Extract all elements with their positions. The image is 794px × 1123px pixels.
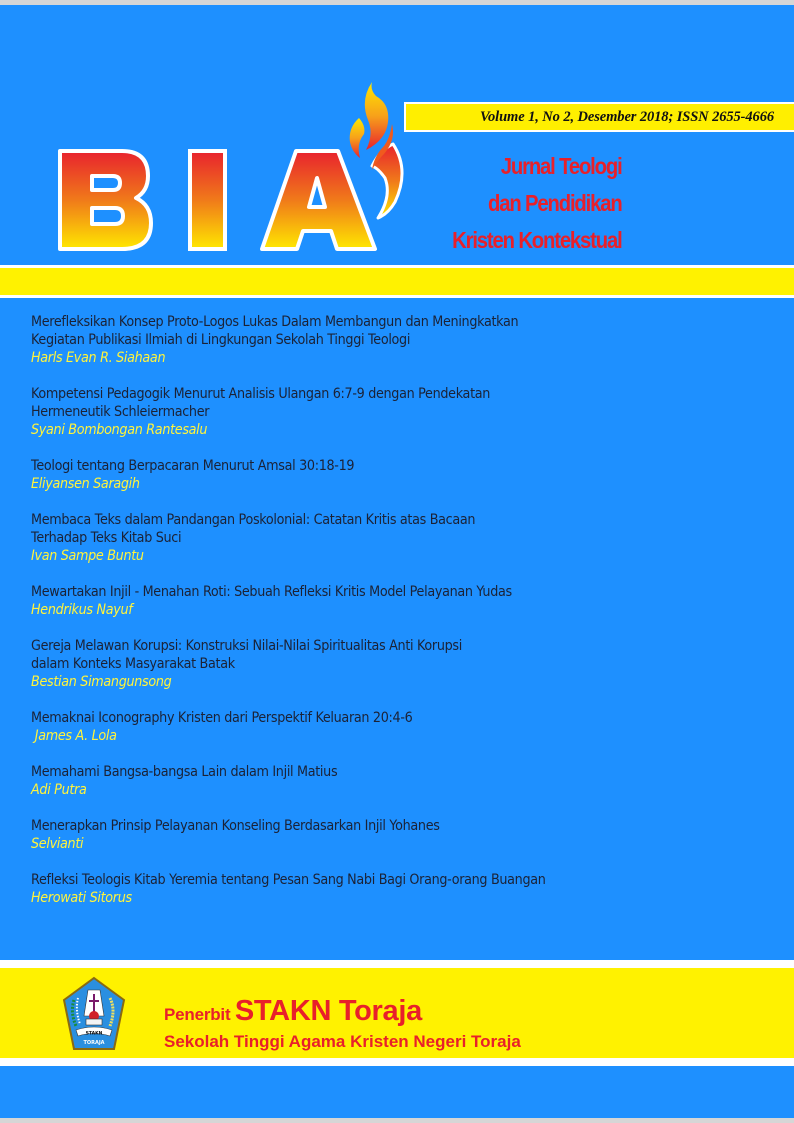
article-title: Membaca Teks dalam Pandangan Poskolonial: Catatan Kritis atas Bacaan (31, 512, 476, 528)
article-title: Teologi tentang Berpacaran Menurut Amsal 30:18-19 (31, 458, 355, 474)
journal-subtitle (453, 148, 622, 259)
article-author: Syani Bombongan Rantesalu (31, 422, 208, 438)
publisher-name: STAKN Toraja (234, 995, 422, 1027)
article-title: Kompetensi Pedagogik Menurut Analisis Ulangan 6:7-9 dengan Pendekatan (31, 386, 491, 402)
article-title: Menerapkan Prinsip Pelayanan Konseling Berdasarkan Injil Yohanes (31, 818, 440, 834)
article-title: dalam Konteks Masyarakat Batak (31, 656, 235, 672)
article-entry (31, 385, 751, 439)
article-entry (31, 871, 751, 907)
svg-text:STAKN: STAKN (85, 1031, 103, 1037)
article-author: Eliyansen Saragih (31, 476, 140, 492)
article-entry (31, 583, 751, 619)
bia-logo-icon (50, 75, 420, 260)
article-author: Adi Putra (31, 782, 87, 798)
divider-band (0, 268, 794, 295)
bottom-band (0, 1066, 794, 1118)
article-author: Selvianti (31, 836, 84, 852)
svg-text:TORAJA: TORAJA (83, 1040, 105, 1046)
article-author: Harls Evan R. Siahaan (31, 350, 166, 366)
article-entry (31, 637, 751, 691)
publisher-info (164, 996, 521, 1053)
article-title: Memahami Bangsa-bangsa Lain dalam Injil Matius (31, 764, 338, 780)
article-entry (31, 817, 751, 853)
stakn-toraja-emblem-icon (62, 976, 126, 1052)
article-entry (31, 763, 751, 799)
volume-info: Volume 1, No 2, Desember 2018; ISSN 2655-4666 (480, 108, 774, 125)
article-author: Hendrikus Nayuf (31, 602, 133, 618)
subtitle-line: Kristen Kontekstual (452, 227, 622, 253)
article-list (31, 313, 751, 925)
article-title: Hermeneutik Schleiermacher (31, 404, 210, 420)
article-title: Gereja Melawan Korupsi: Konstruksi Nilai-Nilai Spiritualitas Anti Korupsi (31, 638, 462, 654)
article-title: Kegiatan Publikasi Ilmiah di Lingkungan Sekolah Tinggi Teologi (31, 332, 411, 348)
article-author: James A. Lola (31, 728, 117, 744)
subtitle-line: dan Pendidikan (488, 190, 622, 216)
volume-banner (404, 102, 794, 132)
article-title: Memaknai Iconography Kristen dari Perspektif Keluaran 20:4-6 (31, 710, 413, 726)
article-entry (31, 457, 751, 493)
subtitle-line: Jurnal Teologi (501, 153, 622, 179)
article-title: Terhadap Teks Kitab Suci (31, 530, 182, 546)
article-title: Mewartakan Injil - Menahan Roti: Sebuah Refleksi Kritis Model Pelayanan Yudas (31, 584, 512, 600)
article-title: Merefleksikan Konsep Proto-Logos Lukas Dalam Membangun dan Meningkatkan (31, 314, 519, 330)
publisher-full-name: Sekolah Tinggi Agama Kristen Negeri Toraja (164, 1032, 521, 1051)
article-entry (31, 709, 751, 745)
article-entry (31, 511, 751, 565)
publisher-prefix: Penerbit (164, 1005, 231, 1024)
article-author: Bestian Simangunsong (31, 674, 172, 690)
article-author: Ivan Sampe Buntu (31, 548, 144, 564)
article-title: Refleksi Teologis Kitab Yeremia tentang Pesan Sang Nabi Bagi Orang-orang Buangan (31, 872, 546, 888)
article-entry (31, 313, 751, 367)
article-author: Herowati Sitorus (31, 890, 132, 906)
